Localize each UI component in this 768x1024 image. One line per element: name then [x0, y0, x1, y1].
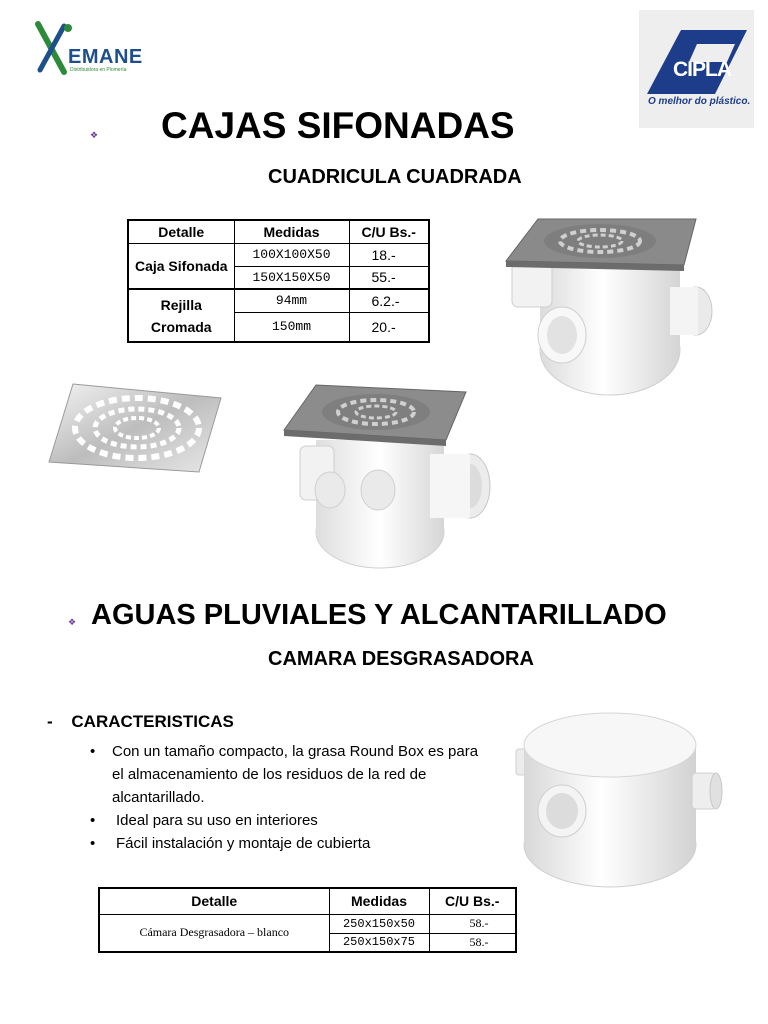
detail-camara-desgrasadora: Cámara Desgrasadora – blanco [99, 914, 329, 952]
col-header-medidas: Medidas [234, 220, 349, 243]
price-cell: 58.- [429, 914, 516, 933]
cipla-parallelogram-icon [639, 10, 754, 100]
table-row [128, 289, 429, 312]
features-list [90, 740, 490, 855]
col-header-medidas: Medidas [329, 888, 429, 914]
camara-desgrasadora-image [512, 705, 727, 895]
table-row [99, 914, 516, 933]
detail-caja-sifonada: Caja Sifonada [128, 243, 234, 289]
list-item: • Ideal para su uso en interiores [90, 809, 490, 832]
emane-tagline: Distribuidora en Plomería [70, 67, 127, 73]
measure-cell: 94mm [234, 289, 349, 312]
features-heading [47, 712, 234, 732]
section2-subtitle: CAMARA DESGRASADORA [268, 648, 534, 670]
caja-sifonada-image [500, 205, 720, 400]
measure-cell: 150X150X50 [234, 266, 349, 289]
col-header-precio: C/U Bs.- [429, 888, 516, 914]
col-header-detalle: Detalle [128, 220, 234, 243]
detail-rejilla-cromada: Rejilla Cromada [128, 289, 234, 342]
measure-cell: 150mm [234, 312, 349, 342]
features-dash: - [47, 712, 53, 731]
table-header-row [128, 220, 429, 243]
cipla-slogan: O melhor do plástico. [648, 96, 751, 107]
col-header-precio: C/U Bs.- [349, 220, 429, 243]
measure-cell: 100X100X50 [234, 243, 349, 266]
price-cell: 55.- [349, 266, 429, 289]
rejilla-cromada-image [45, 380, 225, 475]
section1-subtitle: CUADRICULA CUADRADA [268, 166, 522, 188]
list-item: • Con un tamaño compacto, la grasa Round Box es para el almacenamiento de los residuos de la red de alcantarillado. [90, 740, 490, 809]
camara-desgrasadora-table [98, 887, 517, 953]
section1-title: CAJAS SIFONADAS [161, 105, 515, 146]
features-title: CARACTERISTICAS [71, 712, 234, 731]
price-cell: 20.- [349, 312, 429, 342]
section2-title: AGUAS PLUVIALES Y ALCANTARILLADO [91, 599, 667, 631]
price-cell: 58.- [429, 933, 516, 952]
price-cell: 6.2.- [349, 289, 429, 312]
measure-cell: 250x150x75 [329, 933, 429, 952]
cipla-logo [639, 10, 754, 128]
diamond-bullet-icon: ❖ [90, 130, 99, 140]
price-cell: 18.- [349, 243, 429, 266]
table-row [128, 243, 429, 266]
list-item: • Fácil instalación y montaje de cubierta [90, 832, 490, 855]
emane-brand-text: EMANE [68, 46, 143, 68]
measure-cell: 250x150x50 [329, 914, 429, 933]
cajas-sifonadas-table [127, 219, 430, 343]
cipla-brand-text: CIPLA [673, 58, 731, 81]
col-header-detalle: Detalle [99, 888, 329, 914]
table-header-row [99, 888, 516, 914]
diamond-bullet-icon: ❖ [68, 617, 77, 627]
caja-sifonada-alt-image [280, 380, 495, 575]
emane-logo [30, 18, 143, 78]
